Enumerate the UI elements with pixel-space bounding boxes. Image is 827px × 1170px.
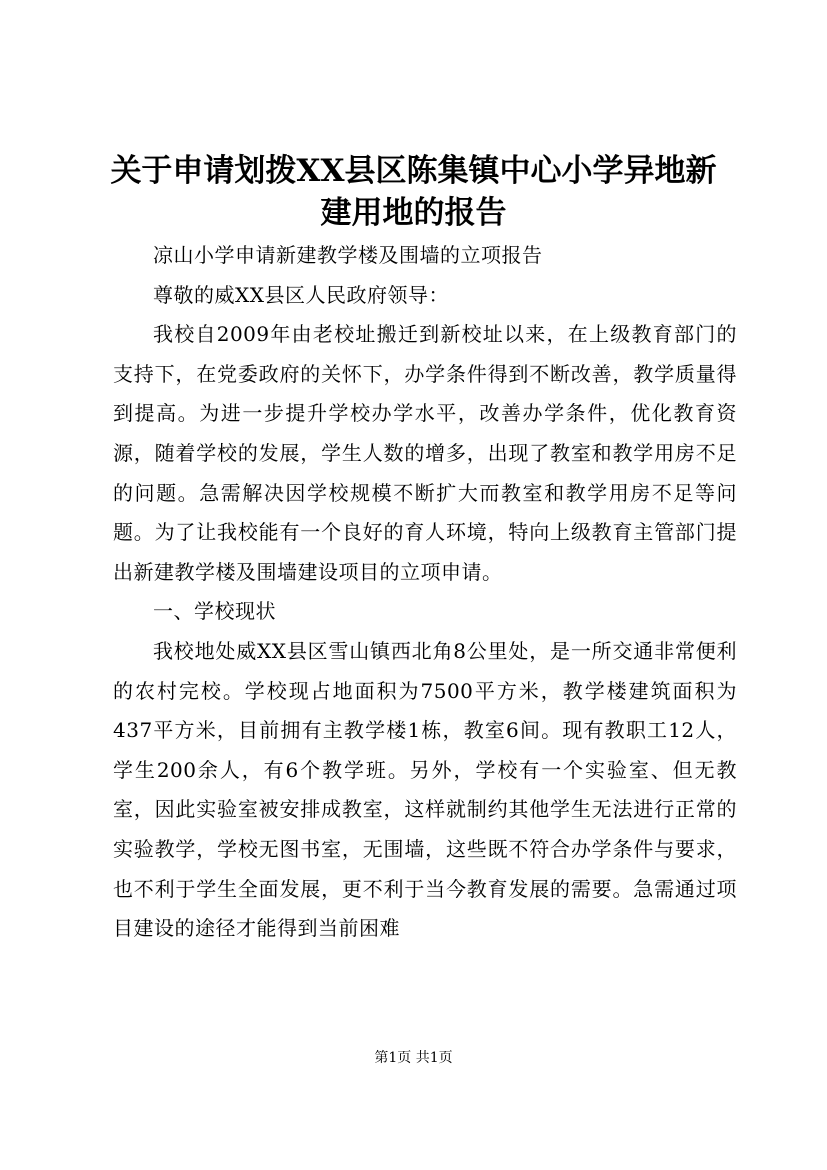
document-title: 关于申请划拨XX县区陈集镇中心小学异地新建用地的报告 — [110, 153, 717, 231]
salutation: 尊敬的威XX县区人民政府领导： — [153, 282, 449, 307]
report-subtitle: 凉山小学申请新建教学楼及围墙的立项报告 — [153, 243, 543, 267]
page-footer: 第1页 共1页 — [374, 1050, 453, 1066]
body-paragraph-intro: 我校自2009年由老校址搬迁到新校址以来，在上级教育部门的支持下，在党委政府的关怀下，办学条件得到不断改善，教学质量得到提高。为进一步提升学校办学水平，改善办学条件，优化教育资源，随着学校的发展，学生人数的增多，出现了教室和教学用房不足的问题。急需解决因学校规模不断扩大而教室和教学用房不足等问题。为了让我校能有一个良好的育人环境，特向上级教育主管部门提出新建教学楼及围墙建设项目的立项申请。 — [113, 322, 737, 584]
document-body — [113, 236, 737, 949]
body-paragraph-school-status: 我校地处威XX县区雪山镇西北角8公里处，是一所交通非常便利的农村完校。学校现占地面积为7500平方米，教学楼建筑面积为437平方米，目前拥有主教学楼1栋，教室6间。现有教职工12人，学生200余人，有6个教学班。另外，学校有一个实验室、但无教室，因此实验室被安排成教室，这样就制约其他学生无法进行正常的实验教学，学校无图书室，无围墙，这些既不符合办学条件与要求，也不利于学生全面发展，更不利于当今教育发展的需要。急需通过项目建设的途径才能得到当前困难 — [113, 638, 737, 941]
section-heading-school-status: 一、学校现状 — [153, 599, 276, 624]
